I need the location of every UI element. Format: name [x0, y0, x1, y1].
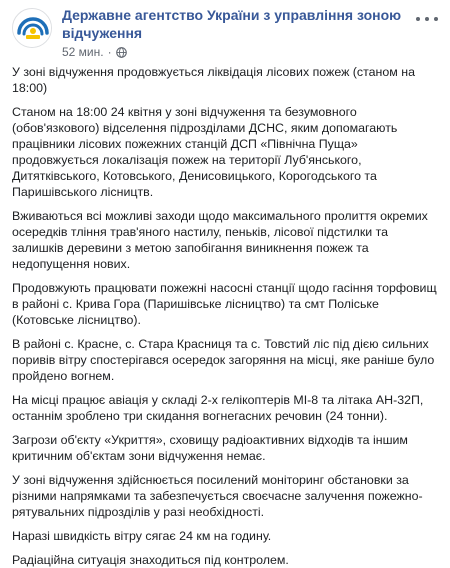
post-meta [62, 45, 127, 59]
post-timestamp[interactable]: 52 мин. [62, 45, 104, 59]
post-paragraph: Наразі швидкість вітру сягає 24 км на годину. [12, 529, 272, 543]
agency-logo-graphic [13, 9, 52, 48]
post-paragraph: Вживаються всі можливі заходи щодо максимального пролиття окремих осередків тління трав'яного настилу, пеньків, лісової підстилки та залишків деревини з метою запобігання виникнення пожеж та недопущення нових. [12, 209, 428, 271]
meta-separator: · [107, 45, 112, 59]
post-paragraph: У зоні відчуження продовжується ліквідація лісових пожеж (станом на 18:00) [12, 65, 415, 95]
more-dot [416, 17, 420, 21]
post-body [12, 64, 438, 568]
post-paragraph: У зоні відчуження здійснюється посилений моніторинг обстановки за різними напрямками та забезпечується своєчасне залучення пожежно-рятувальних підрозділів у разі необхідності. [12, 473, 423, 519]
post-header [12, 4, 440, 62]
page-name-link[interactable]: Державне агентство України з управління зоною відчуження [62, 7, 402, 41]
post-paragraph: В районі с. Красне, с. Стара Красниця та с. Товстий ліс під дією сильних поривів вітру спостерігався осередок загоряння на місці, яке раніше було пройдено вогнем. [12, 337, 435, 383]
post-paragraph: Радіаційна ситуація знаходиться під контролем. [12, 553, 289, 567]
post-paragraph: Станом на 18:00 24 квітня у зоні відчуження та безумовного (обов'язкового) відселення підрозділами ДСНС, яким допомагають працівники лісових пожежних станцій ДСП «Північна Пуща» продовжується локалізація пожеж на території Луб'янського, Дитятківського, Котовського, Денисовицького, Корогодського та Паришівського лісництв. [12, 105, 398, 199]
globe-icon[interactable] [116, 47, 127, 58]
post-paragraph: Продовжують працювати пожежні насосні станції щодо гасіння торфовищ в районі с. Крива Гора (Паришівське лісництво) та смт Поліське (Котовське лісництво). [12, 281, 437, 327]
more-options-icon[interactable] [416, 12, 438, 26]
more-dot [425, 17, 429, 21]
more-dot [434, 17, 438, 21]
agency-logo-icon[interactable] [12, 8, 52, 48]
post-paragraph: На місці працює авіація у складі 2-х гелікоптерів МІ-8 та літака АН-32П, останнім зроблено три скидання вогнегасних речовин (24 тонни). [12, 393, 424, 423]
post-paragraph: Загрози об'єкту «Укриття», сховищу радіоактивних відходів та іншим критичним об'єктам зони відчуження немає. [12, 433, 408, 463]
